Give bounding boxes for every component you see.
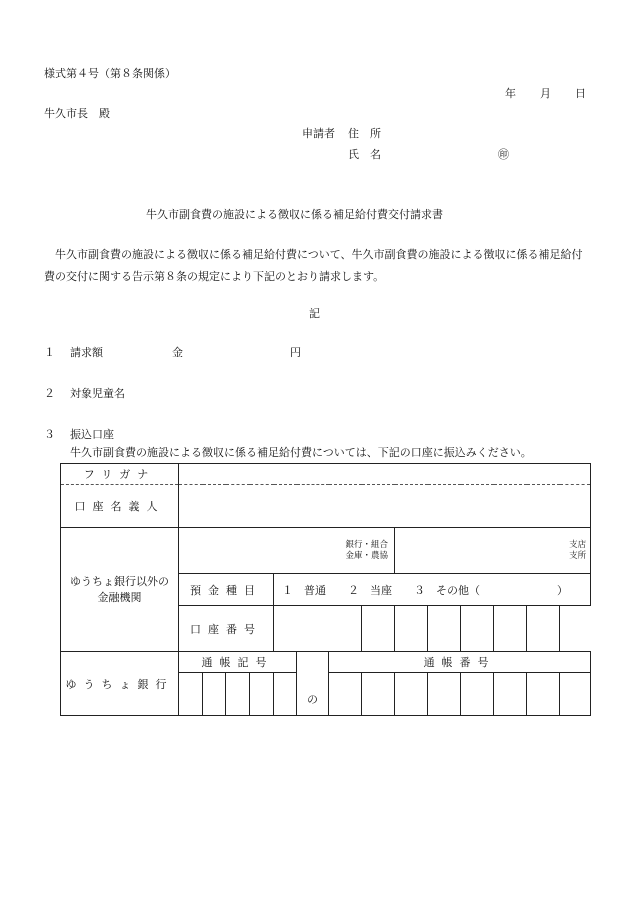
- account-holder-label: [61, 485, 179, 528]
- bank-name-field[interactable]: [179, 528, 395, 574]
- item-1-label: 請求額: [70, 346, 103, 359]
- account-number-digit-6[interactable]: [494, 606, 527, 652]
- passbook-number-digit-6[interactable]: [494, 673, 527, 716]
- deposit-type-label: [179, 574, 274, 606]
- passbook-number-label-text: 通帳番号: [423, 656, 496, 669]
- account-number-digit-5[interactable]: [461, 606, 494, 652]
- branch-type-2: 支所: [569, 550, 587, 561]
- passbook-symbol-label: [179, 652, 297, 673]
- deposit-type-label-text: 預金種目: [190, 583, 262, 597]
- item-1-yen: 円: [290, 346, 301, 359]
- date-day: 日: [575, 87, 586, 100]
- no-separator: の: [297, 652, 329, 716]
- date-year: 年: [505, 87, 516, 100]
- account-number-digit-3[interactable]: [395, 606, 428, 652]
- yucho-label-text: ゆうちょ銀行: [65, 677, 174, 691]
- other-bank-label-text: ゆうちょ銀行以外の金融機関: [70, 574, 169, 604]
- bank-type-1: 銀行・組合: [345, 539, 388, 550]
- account-holder-label-text: 口座名義人: [74, 500, 165, 513]
- item-1-kin: 金: [172, 346, 183, 359]
- passbook-symbol-label-text: 通帳記号: [201, 656, 274, 669]
- passbook-symbol-digit-4[interactable]: [250, 673, 274, 716]
- yucho-label: [61, 652, 179, 716]
- furigana-label: [61, 464, 179, 485]
- account-number-label: [179, 606, 274, 652]
- address-label: 住 所: [348, 127, 381, 140]
- other-bank-label: [61, 528, 179, 652]
- transfer-note: 牛久市副食費の施設による徴収に係る補足給付費については、下記の口座に振込みください。: [70, 446, 532, 459]
- passbook-number-digit-4[interactable]: [428, 673, 461, 716]
- form-number: 様式第４号（第８条関係）: [44, 67, 176, 80]
- item-3-number: ３: [44, 428, 55, 441]
- passbook-number-digit-1[interactable]: [329, 673, 362, 716]
- furigana-label-text: フリガナ: [83, 468, 156, 481]
- document-title: 牛久市副食費の施設による徴収に係る補足給付費交付請求書: [146, 208, 443, 221]
- account-number-digit-4[interactable]: [428, 606, 461, 652]
- passbook-symbol-digit-3[interactable]: [226, 673, 250, 716]
- item-1-number: １: [44, 346, 55, 359]
- account-holder-field[interactable]: [179, 485, 591, 528]
- name-label: 氏 名: [348, 148, 381, 161]
- account-number-digit-2[interactable]: [362, 606, 395, 652]
- passbook-symbol-digit-1[interactable]: [179, 673, 203, 716]
- passbook-number-digit-2[interactable]: [362, 673, 395, 716]
- branch-type-1: 支店: [569, 539, 587, 550]
- furigana-field[interactable]: [179, 464, 591, 485]
- ki-heading: 記: [309, 307, 320, 320]
- item-2-number: ２: [44, 387, 55, 400]
- account-number-digit-7[interactable]: [527, 606, 560, 652]
- date-month: 月: [540, 87, 551, 100]
- account-number-digit-1[interactable]: [274, 606, 362, 652]
- deposit-type-options[interactable]: １ 普通 ２ 当座 ３ その他（ ）: [274, 574, 591, 606]
- body-paragraph: 牛久市副食費の施設による徴収に係る補足給付費について、牛久市副食費の施設による徴収に係る補足給付費の交付に関する告示第８条の規定により下記のとおり請求します。: [44, 248, 583, 283]
- bank-account-table: [60, 463, 591, 716]
- item-3-label: 振込口座: [70, 428, 114, 441]
- bank-type-2: 金庫・農協: [345, 550, 388, 561]
- branch-name-field[interactable]: [395, 528, 591, 574]
- seal-mark: ㊞: [498, 148, 509, 161]
- item-2-label: 対象児童名: [70, 387, 125, 400]
- passbook-number-digit-7[interactable]: [527, 673, 560, 716]
- applicant-label: 申請者: [302, 127, 335, 140]
- passbook-number-label: [329, 652, 591, 673]
- passbook-number-digit-8[interactable]: [560, 673, 591, 716]
- passbook-symbol-digit-5[interactable]: [274, 673, 297, 716]
- passbook-symbol-digit-2[interactable]: [203, 673, 226, 716]
- passbook-number-digit-3[interactable]: [395, 673, 428, 716]
- passbook-number-digit-5[interactable]: [461, 673, 494, 716]
- addressee: 牛久市長 殿: [44, 107, 110, 120]
- account-number-label-text: 口座番号: [190, 622, 262, 636]
